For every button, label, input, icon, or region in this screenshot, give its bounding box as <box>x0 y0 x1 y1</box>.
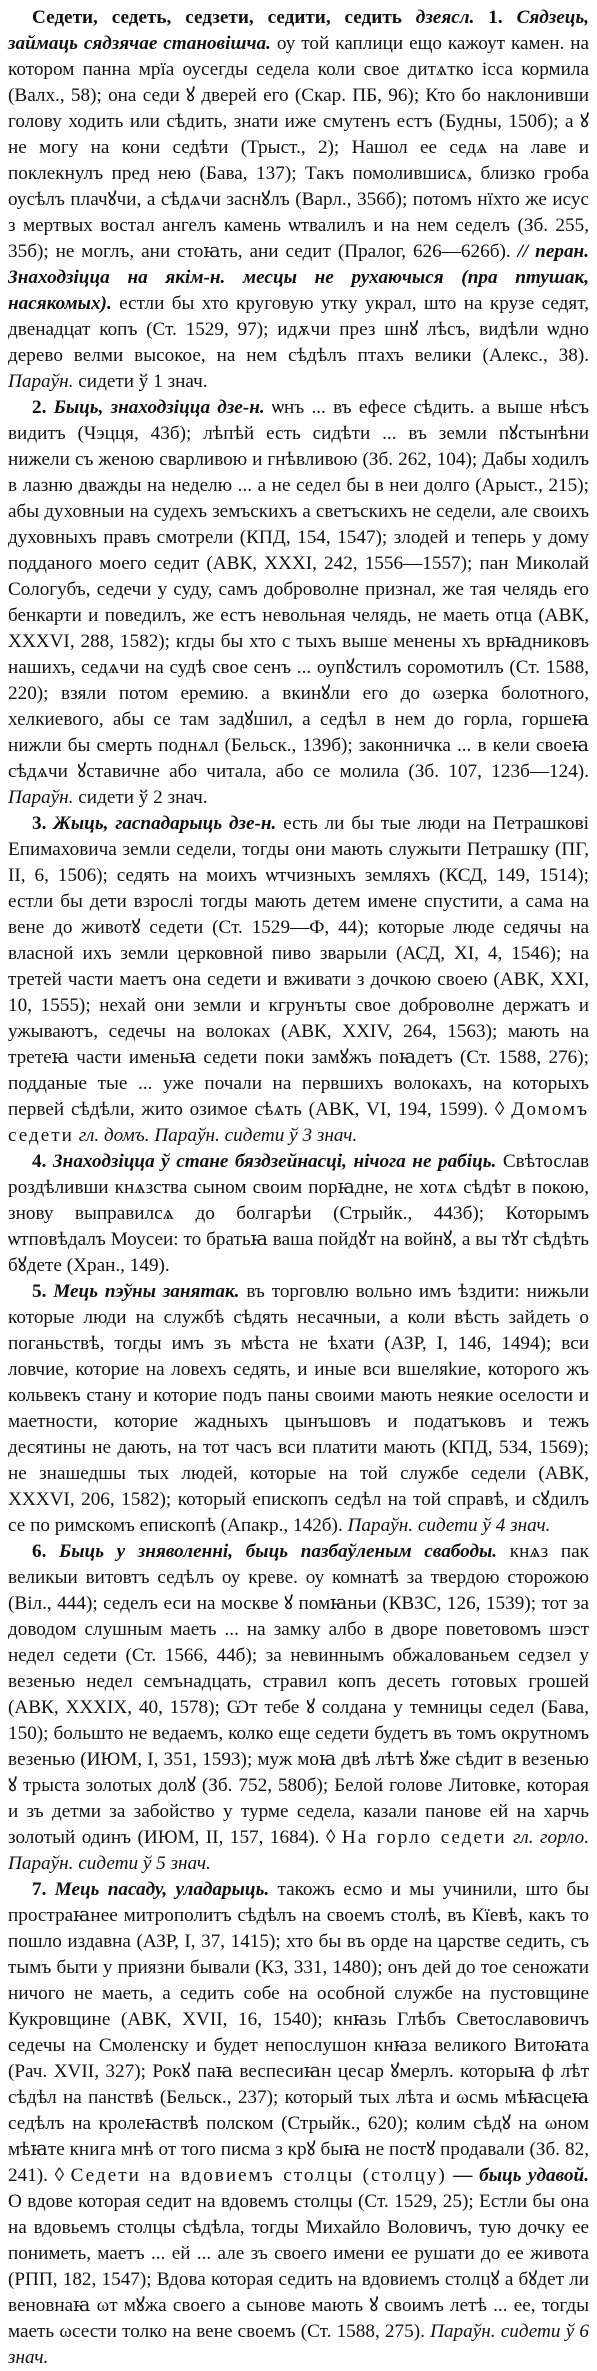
figurative-marker: // перан. <box>517 241 590 262</box>
sense-number: 5. <box>32 1281 47 1302</box>
entry-sense-6 <box>8 1539 589 1877</box>
sense-definition: Сядзець, займаць сядзячае становішча. <box>8 7 590 54</box>
entry-sense-4 <box>8 1149 589 1279</box>
sense-definition: Жыць, гаспадарыць дзе-н. <box>53 813 277 834</box>
sense-number: 2. <box>32 397 47 418</box>
sense-number: 1. <box>488 7 503 28</box>
sense-citations: Свѣтослав роздѣливши кнѧзства сыном своим порꙗдне, не хотѧ сѣдѣт в покою, знову выправилсѧ до болгарѣи (Стрыйк., 443б); Которымъ ѡтповѣдалъ Моусеи: то братьꙗ ваша пойдꙋт на войнꙋ, а вы тꙋт сѣдѣть бꙋдете (Хран., 149). <box>8 1151 590 1276</box>
sense-definition: Быць у зняволенні, быць пазбаўленым свабоды. <box>59 1541 498 1562</box>
sense-citations: оу той каплици ещо кажоут камен. на котором панна мрїа оусегды седела коли свое дитѧтко ісса кормила (Валх., 58); она седи ꙋ дверей его (Скар. ПБ, 96); Кто бо наклонивши голову ходить или сѣдить, знати иже смутенъ естъ (Будны, 150б); а ꙋ не могу на кони седѣти (Трыст., 2); Нашол ее седѧ на лаве и поклекнулъ пред нею (Бава, 137); Такъ помолившисѧ, близко гроба оусѣлъ плачꙋчи, а сѣдѧчи заснꙋлъ (Варл., 356б); потомъ нїхто же исус з мертвых востал ангелъ камень ѡтвалилъ и на нем седелъ (Зб. 255, 35б); не моглъ, ани стоꙗть, ани седит (Пралог, 626—626б). <box>8 33 589 262</box>
phrase-marker: ◊ <box>325 1827 336 1848</box>
entry-sense-1 <box>8 5 589 395</box>
sense-definition: Мець пасаду, уладарыць. <box>54 1879 270 1900</box>
phrase-marker: ◊ <box>494 1099 505 1120</box>
compare-label: Параўн. <box>8 787 74 808</box>
phrase-marker: ◊ <box>54 2165 65 2186</box>
compare-label: Параўн. <box>8 371 74 392</box>
sense-citations: такожъ есмо и мы учинили, што бы простраꙗнее митрополитъ сѣдѣлъ на своемъ столѣ, въ Кїевѣ, какъ то пошло издавна (АЗР, I, 37, 1415); хто бы въ орде на царстве седить, съ тымъ быти у приязни бывали (КЗ, 331, 1480); онъ дей до тое сеножати ничого не маеть, а седить собе на особной службе на пустовщине Кукровщине (АВК, XVII, 16, 1540); кнꙗзь Глѣбъ Светославовичъ седечы на Смоленску и будет непослушон кнꙗза великого Витоꙗта (Рач. XVII, 327); Рокꙋ паꙗ веспесиꙗн цесар ꙋмерлъ. которыꙗ ф лѣт сѣдѣл на панствѣ (Бельск., 237); который тых лѣта и ωсмь мѣꙗсцеꙗ седѣлъ на кролеꙗствѣ полском (Стрыйк., 620); колим сѣдꙋ на ωном мѣꙗте книга мнѣ от того писма з крꙋ быꙗ не постꙋ продавали (Зб. 82, 241). <box>8 1879 590 2186</box>
part-of-speech: дзеясл. <box>415 7 475 28</box>
compare-reference: сидети ў 6 знач. <box>8 2321 589 2368</box>
sense-number: 3. <box>32 813 47 834</box>
phrase: На горло седети <box>341 1827 507 1848</box>
phrase-definition: — быць удавой. <box>446 2165 590 2186</box>
sense-citations: въ торговлю вольно имъ ѣздити: нижьли которые люди на службѣ сѣдять несачныи, а коли вѣсть зайдеть о поганьствѣ, тогды имъ зъ мѣста не ѣхати (АЗР, I, 146, 1494); вси ловчие, которие на ловехъ седять, и иные вси вшеляkие, которого жъ кольвекъ стану и которие подъ паны своими мають неякие оселости и маетности, которие жадныхъ цынъшовъ и податъковъ и тежъ десятины не дають, на тот часъ вси платити мають (КПД, 534, 1569); не знашедшы тых людей, которые на той службе седели (АВК, XXXVI, 206, 1582); который епископъ седѣл на той справѣ, и сꙋдилъ се по римскомъ епископѣ (Апакр., 142б). <box>8 1281 589 1536</box>
phrase: Седети на вдовиемъ столцы (столцу) <box>70 2165 447 2186</box>
sense-citations: кнѧз пак великыи витовтъ седѣлъ оу креве. оу комнатѣ за твердою сторожою (Віл., 444); седелъ еси на москве ꙋ помꙗньи (КВЗС, 126, 1539); тот за доводом слушным маеть ... на замку албо в дворе поветовомъ шэст недел седети (Ст. 1566, 44б); за невиннымъ обжалованьем седзел у везенью недел семънадцать, стравил копъ десеть готовых грошей (АВК, XXXIX, 40, 1578); Ѡт тебе ꙋ солдана у темницы седел (Бава, 150); большто не ведаемъ, колко еще седети будетъ въ томъ окрутномъ везенью (ИЮМ, I, 351, 1593); муж моꙗ двѣ лѣтѣ ꙋже сѣдит в везенью ꙋ трыста золотых долꙋ (Зб. 752, 580б); Белой голове Литовке, которая и зъ детми за забойство у турме седела, казали панове ей на харчь золотый одинъ (ИЮМ, II, 157, 1684). <box>8 1541 589 1848</box>
sense-citations: ѡнъ ... въ ефесе сѣдить. а выше нѣсъ видитъ (Чэцця, 43б); лѣпѣй есть сидѣти ... въ земли пꙋстынѣни нижели съ женою сварливою и гнѣвливою (Зб. 262, 104); Дабы ходилъ в лазню дважды на неделю ... а не седел бы в неи долго (Арыст., 215); абы духовныи на судехъ земъскихъ а светъскихъ не седели, але своихъ духовныхъ правъ смотрели (КПД, 154, 1547); злодей и теперь у дому подданого моего седит (АВК, XXXI, 242, 1556—1557); пан Миколай Сологубъ, седечи у суду, самъ доброволне признал, же тая челядь его бенкарти и поведилъ, же естъ невольная челядь, не маеть отца (АВК, XXXVI, 288, 1582); кгды бы хто с тыхъ выше менены хъ врꙗдниковъ нашихъ, седѧчи на судѣ свое сенъ ... оупꙋстилъ соромотилъ (Ст. 1588, 220); взяли потом еремию. а вкинꙋли его до ωзерка болотного, хелкиевого, абы се там задꙋшил, а седѣл в нем до горла, горшеꙗ нижли бы смерть поднѧл (Бельск., 139б); законничка ... в кели своеꙗ сѣдѧчи ꙋставичне або читала, або се молила (Зб. 107, 123б—124). <box>8 397 589 782</box>
compare-reference: сидети ў 3 знач. <box>219 1125 358 1146</box>
entry-sense-5 <box>8 1279 589 1539</box>
phrase-reference: гл. горло. <box>506 1827 589 1848</box>
sense-number: 4. <box>32 1151 47 1172</box>
sense-definition: Быць, знаходзіцца дзе-н. <box>53 397 265 418</box>
compare-reference: сидети ў 1 знач. <box>73 371 208 392</box>
compare-reference: сидети ў 4 знач. <box>413 1515 551 1536</box>
phrase-citations: О вдове которая седит на вдовемъ столцы (Ст. 1529, 25); Естли бы она на вдовьемъ столцы сѣдѣла, тогды Михайло Воловичъ, тую дочку ее пониметь, маетъ ... ей ... але зъ своего имени ее рушати до ее живота (РПП, 182, 1547); Вдова которая седить на вдовиемъ столцꙋ а бꙋдет ли веновнаꙗ ωт мꙋжа своего а сынове мають ꙋ своимъ летѣ ... ее, тогды маеть ωсести толко на вене своемъ (Ст. 1588, 275). <box>8 2191 589 2342</box>
compare-reference: сидети ў 5 знач. <box>73 1853 211 1874</box>
entry-sense-2 <box>8 395 589 811</box>
phrase: Домомъ седети <box>8 1099 590 1146</box>
compare-label: Параўн. <box>347 1515 414 1536</box>
sense-definition: Мець пэўны занятак. <box>53 1281 240 1302</box>
figurative-citations: естли бы хто круговую утку украл, што на крузе седят, двенадцат копъ (Ст. 1529, 97); идѫчи през шнꙋ лѣсъ, видѣли ѡдно дерево велми высокое, на нем сѣдѣлъ птахъ велики (Алекс., 38). <box>8 293 589 366</box>
headword: Седети, седеть, седзети, седити, седить <box>32 7 402 28</box>
phrase-reference: гл. домъ. <box>73 1125 150 1146</box>
entry-sense-3 <box>8 811 589 1149</box>
sense-citations: есть ли бы тые люди на Петрашковi Епимаховича земли седели, тогды они мають служыти Петрашку (ПГ, II, 6, 1506); седять на моихъ ѡтчизныхъ земляхъ (КСД, 149, 1514); естли бы дети взрослi тогды мають детем имене спустити, а сама на вене до животꙋ седети (Ст. 1529—Ф, 44); которые люде седячы на власной ихъ земли церковной пиво зварыли (АСД, XI, 4, 1546); на третей части маетъ она седети и вживати з дочкою своею (АВК, XXI, 10, 1555); нехай они земли и кгрунъты свое доброволне держатъ и ужываютъ, седечы на волоках (АВК, XXIV, 264, 1563); мають на третеꙗ части именьꙗ седети поки замꙋжъ поꙗдетъ (Ст. 1588, 276); подданые тые ... уже почали на первшихъ волокахъ, на которыхъ первей сѣдѣли, жито озимое сѣѧть (АВК, VI, 194, 1599). <box>8 813 589 1120</box>
sense-definition: Знаходзіцца ў стане бяздзейнасці, нічога не рабіць. <box>52 1151 497 1172</box>
sense-number: 7. <box>32 1879 47 1900</box>
compare-label: Параўн. <box>8 1853 74 1874</box>
entry-sense-7 <box>8 1877 589 2371</box>
sense-number: 6. <box>32 1541 47 1562</box>
compare-label: Параўн. <box>154 1125 220 1146</box>
compare-label: Параўн. <box>430 2321 496 2342</box>
figurative-definition: Знаходзіцца на якім-н. месцы не рухаючыся (пра птушак, насякомых). <box>8 267 589 314</box>
compare-reference: сидети ў 2 знач. <box>73 787 208 808</box>
